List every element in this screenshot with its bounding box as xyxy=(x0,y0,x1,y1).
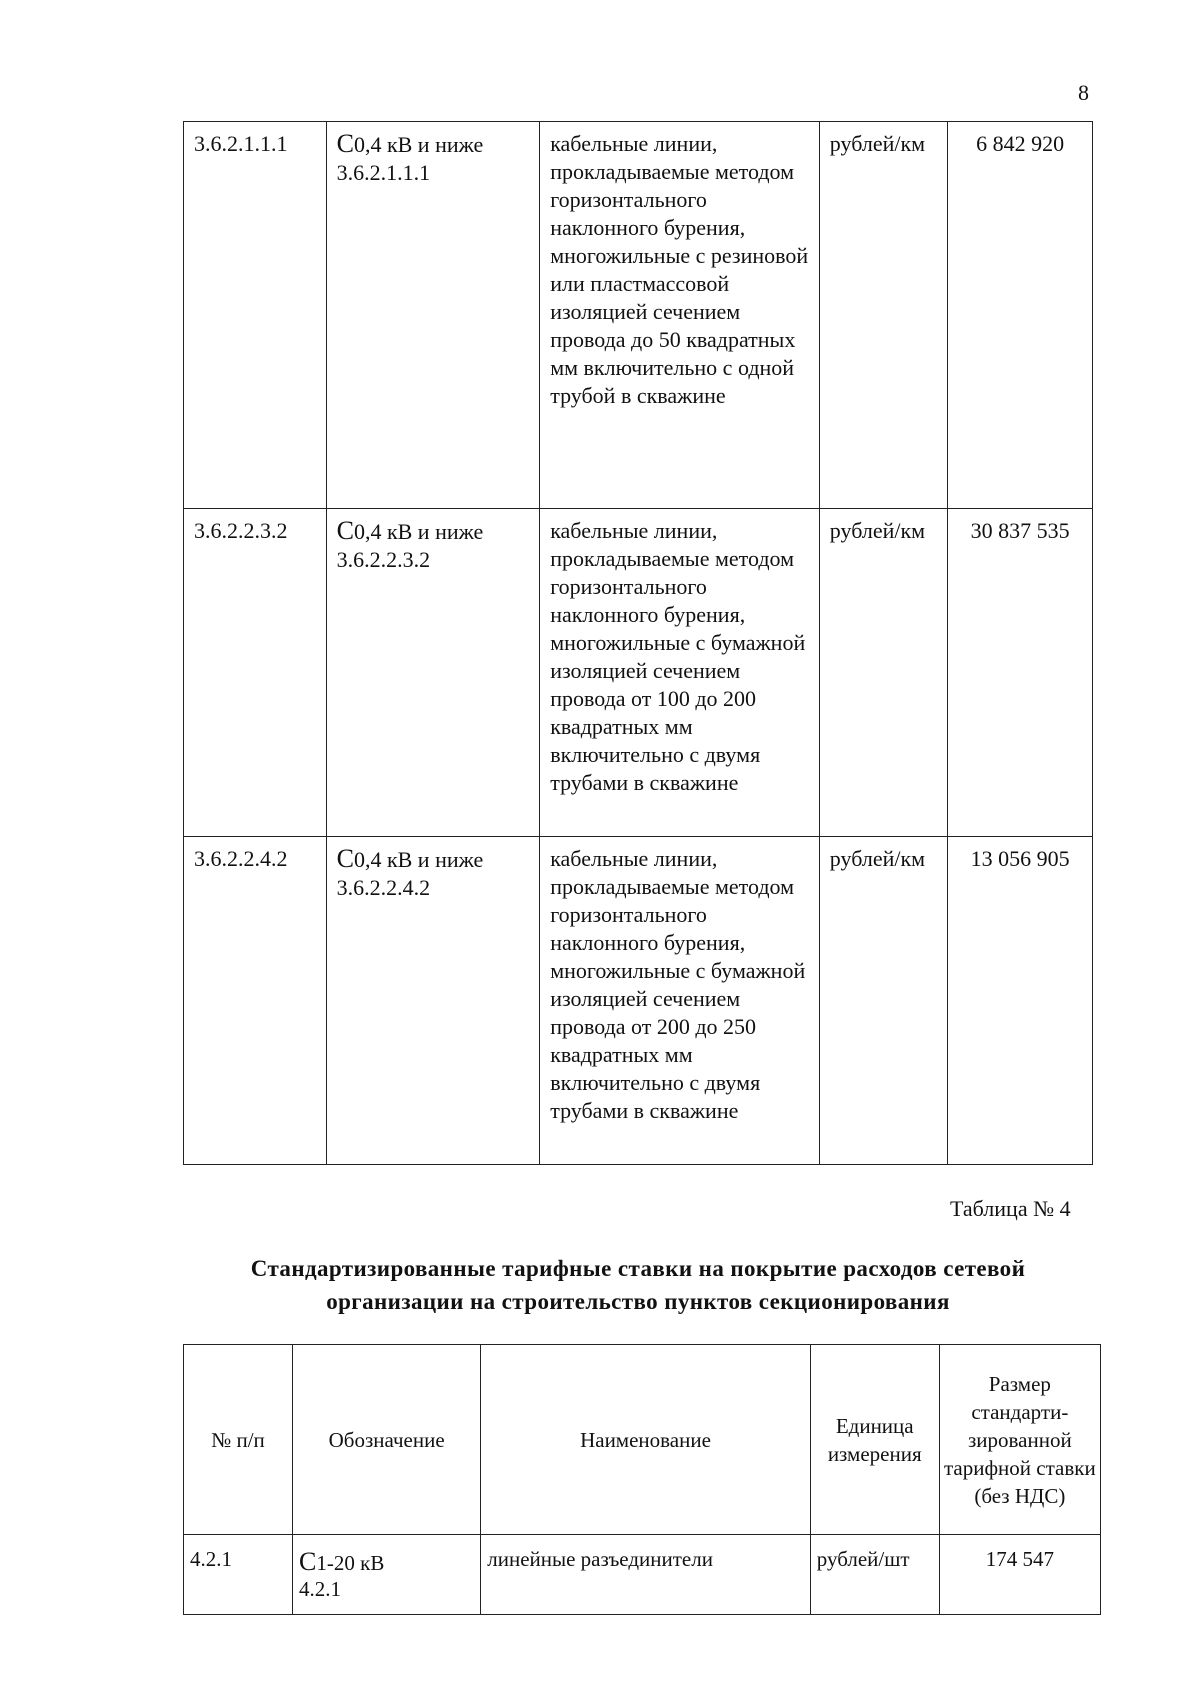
table-caption: Таблица № 4 xyxy=(950,1196,1071,1221)
unit: рублей/шт xyxy=(810,1535,939,1615)
page-number: 8 xyxy=(1078,80,1089,105)
designation-symbol: C0,4 кВ и ниже 3.6.2.2.4.2 xyxy=(326,837,540,1165)
table-header-row xyxy=(184,1345,1101,1535)
row-number: 3.6.2.2.4.2 xyxy=(184,837,327,1165)
cable-lines-table xyxy=(183,121,1093,1165)
item-name: кабельные линии, прокладываемые методом горизонтального наклонного бурения, многожильные с резиновой или пластмассовой изоляцией сечением провода до 50 квадратных мм включительно с одной трубой в скважине xyxy=(540,122,820,509)
designation-symbol: C0,4 кВ и ниже 3.6.2.1.1.1 xyxy=(326,122,540,509)
unit: рублей/км xyxy=(819,122,947,509)
header-rate-size: Размер стандарти-зированной тарифной ставки (без НДС) xyxy=(939,1345,1100,1535)
designation-symbol: C1-20 кВ 4.2.1 xyxy=(293,1535,481,1615)
rate-value: 6 842 920 xyxy=(948,122,1093,509)
designation-symbol: C0,4 кВ и ниже 3.6.2.2.3.2 xyxy=(326,509,540,837)
rate-value: 30 837 535 xyxy=(948,509,1093,837)
header-designation: Обозначение xyxy=(293,1345,481,1535)
unit: рублей/км xyxy=(819,837,947,1165)
table-heading: Стандартизированные тарифные ставки на покрытие расходов сетевой организации на строительство пунктов секционирования xyxy=(250,1256,1026,1314)
rate-value: 13 056 905 xyxy=(948,837,1093,1165)
header-unit: Единица измерения xyxy=(810,1345,939,1535)
sectioning-points-table xyxy=(183,1344,1101,1615)
table-row xyxy=(184,122,1093,509)
header-number: № п/п xyxy=(184,1345,293,1535)
row-number: 3.6.2.1.1.1 xyxy=(184,122,327,509)
item-name: кабельные линии, прокладываемые методом горизонтального наклонного бурения, многожильные с бумажной изоляцией сечением провода от 200 до 250 квадратных мм включительно с двумя трубами в скважине xyxy=(540,837,820,1165)
table-row xyxy=(184,837,1093,1165)
unit: рублей/км xyxy=(819,509,947,837)
header-name: Наименование xyxy=(481,1345,811,1535)
item-name: линейные разъединители xyxy=(481,1535,811,1615)
row-number: 4.2.1 xyxy=(184,1535,293,1615)
table-row xyxy=(184,509,1093,837)
item-name: кабельные линии, прокладываемые методом горизонтального наклонного бурения, многожильные с бумажной изоляцией сечением провода от 100 до 200 квадратных мм включительно с двумя трубами в скважине xyxy=(540,509,820,837)
table-row xyxy=(184,1535,1101,1615)
row-number: 3.6.2.2.3.2 xyxy=(184,509,327,837)
rate-value: 174 547 xyxy=(939,1535,1100,1615)
